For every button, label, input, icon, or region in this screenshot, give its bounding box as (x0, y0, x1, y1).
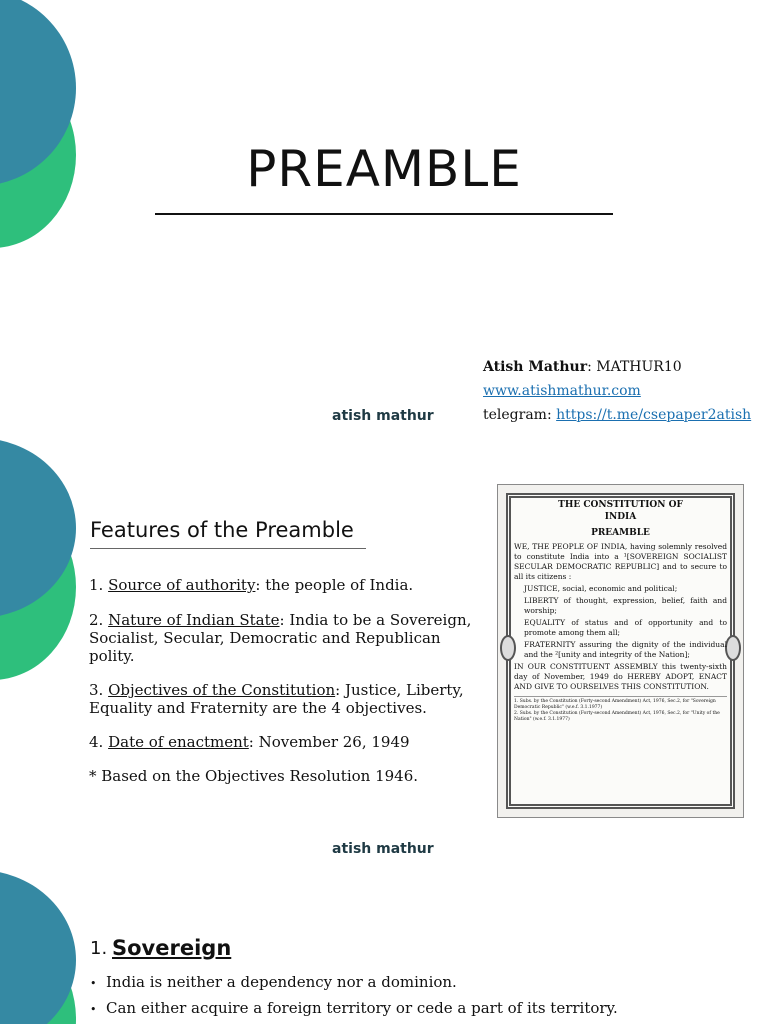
author-sep: : (587, 359, 592, 375)
bullet-item: • India is neither a dependency nor a dominion. (90, 970, 730, 996)
contact-block (483, 355, 751, 427)
contact-name-line (483, 355, 751, 379)
doc-fraternity: FRATERNITY assuring the dignity of the individual and the ²[unity and integrity of the Nation]; (524, 640, 727, 659)
author-name: Atish Mathur (483, 359, 588, 375)
feature-item: 3. Objectives of the Constitution: Justice, Liberty, Equality and Fraternity are the 4 objectives. (89, 681, 464, 717)
doc-equality: EQUALITY of status and of opportunity and to promote among them all; (524, 618, 727, 637)
brand-logo: atish mathur (332, 841, 434, 857)
doc-heading: INDIA (604, 512, 637, 522)
feature-term: Objectives of the Constitution (108, 681, 336, 699)
feature-note: * Based on the Objectives Resolution 1946. (89, 767, 419, 785)
doc-heading: THE CONSTITUTION OF (558, 500, 683, 510)
sovereign-bullets (90, 970, 730, 1022)
feature-item: 4. Date of enactment: November 26, 1949 (89, 733, 410, 751)
doc-body (514, 542, 727, 692)
feature-term: Source of authority (108, 576, 256, 594)
doc-closing: IN OUR CONSTITUENT ASSEMBLY this twenty-sixth day of November, 1949 do HEREBY ADOPT, ENACT AND GIVE TO OURSELVES THIS CONSTITUTION. (514, 662, 727, 691)
slide-title (0, 0, 768, 432)
doc-liberty: LIBERTY of thought, expression, belief, faith and worship; (524, 596, 727, 615)
doc-heading: PREAMBLE (591, 528, 650, 538)
features-heading: Features of the Preamble (90, 518, 354, 542)
doc-footnotes (514, 696, 727, 723)
telegram-label: telegram: (483, 407, 552, 423)
doc-justice: JUSTICE, social, economic and political; (524, 584, 678, 593)
border-ornament-right (725, 635, 741, 661)
brand-logo: atish mathur (332, 408, 434, 424)
title-underline (155, 213, 613, 215)
feature-term: Nature of Indian State (108, 611, 280, 629)
feature-item: 1. Source of authority: the people of India. (89, 576, 414, 594)
telegram-link[interactable]: https://t.me/csepaper2atish (556, 407, 752, 423)
doc-footnote: 1. Subs. by the Constitution (Forty-second Amendment) Act, 1976, Sec.2, for "Sovereign Democratic Republic" (w.e.f. 3.1.1977) (514, 699, 716, 710)
decor-circle-teal (0, 870, 76, 1024)
features-heading-underline (90, 548, 366, 549)
feature-item: 2. Nature of Indian State: India to be a Sovereign, Socialist, Secular, Democratic and Republican polity. (89, 611, 472, 665)
preamble-document-image (497, 484, 744, 818)
doc-footnote: 2. Subs. by the Constitution (Forty-second Amendment) Act, 1976, Sec.2, for "Unity of the Nation" (w.e.f. 3.1.1977) (514, 711, 720, 722)
document-content (514, 499, 727, 803)
slide-sovereign (0, 864, 768, 1024)
section-number: 1. (90, 938, 108, 959)
author-handle: MATHUR10 (596, 359, 682, 375)
slide-features (0, 432, 768, 864)
bullet-item: • Can either acquire a foreign territory or cede a part of its territory. (90, 996, 730, 1022)
page-title: PREAMBLE (246, 140, 522, 198)
feature-term: Date of enactment (108, 733, 249, 751)
website-link[interactable]: www.atishmathur.com (483, 383, 641, 399)
section-title: Sovereign (112, 936, 232, 960)
doc-intro: WE, THE PEOPLE OF INDIA, having solemnly resolved to constitute India into a ¹[SOVEREIGN SOCIALIST SECULAR DEMOCRATIC REPUBLIC] and to secure to all its citizens : (514, 542, 727, 581)
